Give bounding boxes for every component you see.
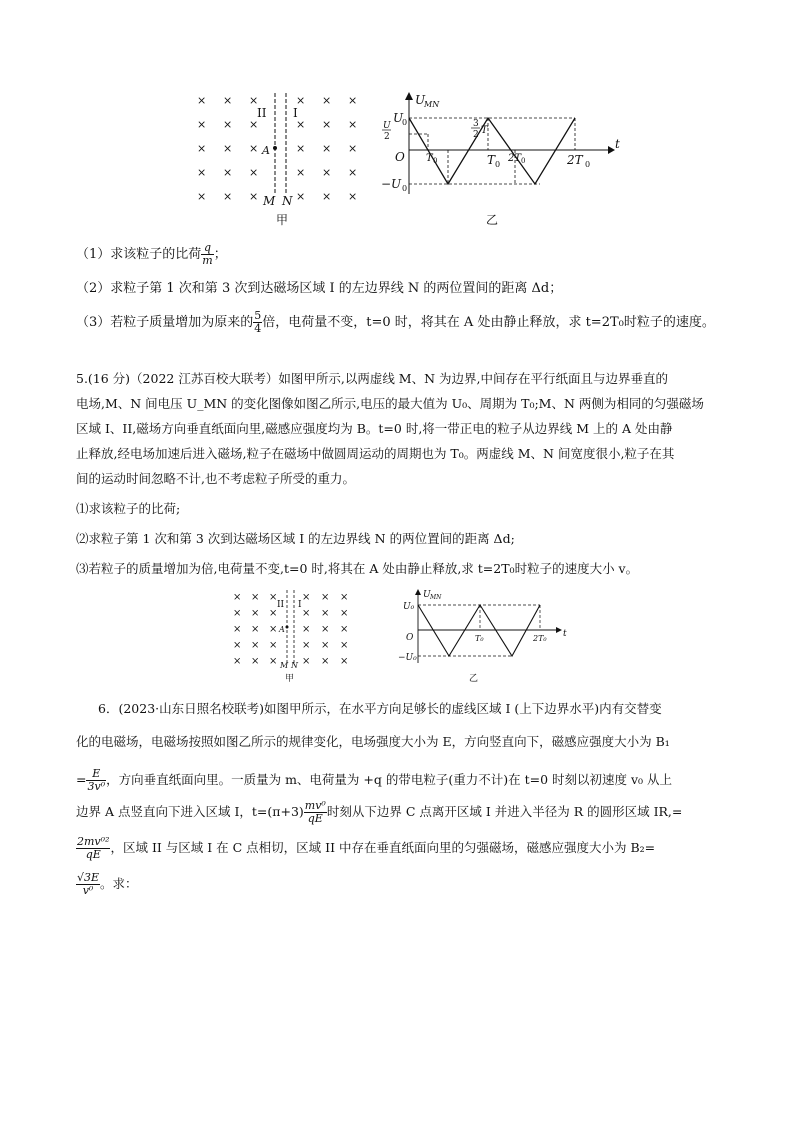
cross-mark: ×	[269, 624, 278, 635]
cross-mark: ×	[233, 640, 242, 651]
svg-text:0: 0	[402, 118, 408, 127]
q6-line3	[76, 768, 672, 793]
svg-text:U: U	[383, 121, 391, 131]
cross-mark: ×	[197, 190, 207, 203]
q4-part3	[76, 310, 715, 335]
svg-text:−U₀: −U₀	[398, 653, 417, 663]
cross-mark: ×	[296, 166, 306, 179]
svg-text:0: 0	[585, 160, 591, 169]
q4-part1-end: ；	[213, 247, 227, 262]
svg-text:U₀: U₀	[403, 602, 415, 612]
svg-text:2T: 2T	[508, 153, 522, 164]
mid-figure	[230, 585, 570, 685]
right-figure-caption: 乙	[469, 674, 479, 684]
cross-mark: ×	[302, 592, 311, 603]
svg-text:T: T	[426, 153, 433, 164]
cross-mark: ×	[223, 94, 233, 107]
region-II-label: II	[257, 106, 267, 120]
cross-mark: ×	[251, 608, 260, 619]
cross-mark: ×	[269, 656, 278, 667]
fraction-denominator: v⁰	[82, 884, 94, 897]
left-figure-caption: 甲	[285, 674, 295, 684]
fraction-numerator: q	[201, 242, 213, 255]
cross-mark: ×	[197, 166, 207, 179]
svg-text:T: T	[487, 153, 496, 167]
fraction-numerator: 5	[254, 309, 262, 322]
q5-line4: 止释放,经电场加速后进入磁场,粒子在磁场中做圆周运动的周期也为 T₀。两虚线 M、N 间宽度很小,粒子在其	[76, 446, 675, 461]
fraction-denominator: m	[202, 254, 213, 267]
svg-text:O: O	[406, 633, 414, 643]
cross-mark: ×	[197, 94, 207, 107]
point-A-label: A	[262, 144, 270, 157]
svg-text:T: T	[481, 125, 488, 136]
q6-line5-text: ，区域 II 与区域 I 在 C 点相切，区域 II 中存在垂直纸面向里的匀强磁场，磁感应强度大小为 B₂=	[110, 840, 656, 855]
region-I-label: I	[298, 600, 302, 610]
cross-mark: ×	[302, 624, 311, 635]
cross-mark: ×	[322, 166, 332, 179]
svg-text:0: 0	[521, 157, 526, 165]
point-A-label: A	[279, 625, 285, 634]
left-figure-caption: 甲	[276, 213, 289, 227]
svg-text:t: t	[615, 137, 620, 151]
cross-mark: ×	[348, 94, 358, 107]
q6-line5	[76, 836, 655, 861]
fraction-numerator: √3E	[77, 871, 100, 884]
q5-sub2: ⑵求粒子第 1 次和第 3 次到达磁场区域 I 的左边界线 N 的两位置间的距离 Δd;	[76, 531, 515, 546]
fraction-mv0-over-qE	[304, 800, 327, 825]
svg-text:MN: MN	[430, 594, 442, 601]
svg-text:MN: MN	[424, 100, 440, 109]
svg-text:2: 2	[473, 130, 479, 140]
cross-mark: ×	[340, 640, 349, 651]
fraction-denominator: qE	[85, 848, 101, 861]
cross-mark: ×	[233, 592, 242, 603]
q6-line4-text: 边界 A 点竖直向下进入区域 I，t=(π+3)	[76, 804, 304, 819]
magnetic-field-crosses-mid	[233, 592, 348, 667]
svg-text:0: 0	[495, 160, 501, 169]
svg-text:t: t	[563, 629, 567, 639]
q6-line4	[76, 800, 682, 825]
fraction-sqrt3E-over-v0	[76, 872, 100, 897]
cross-mark: ×	[322, 190, 332, 203]
cross-mark: ×	[223, 118, 233, 131]
q6-line2: 化的电磁场，电磁场按照如图乙所示的规律变化，电场强度大小为 E，方向竖直向下，磁感应强度大小为 B₁	[76, 734, 670, 749]
cross-mark: ×	[233, 656, 242, 667]
magnetic-field-crosses-top	[197, 94, 357, 203]
fraction-denominator: 3v⁰	[87, 780, 106, 793]
cross-mark: ×	[269, 608, 278, 619]
cross-mark: ×	[249, 190, 259, 203]
cross-mark: ×	[321, 656, 330, 667]
cross-mark: ×	[348, 166, 358, 179]
cross-mark: ×	[348, 118, 358, 131]
cross-mark: ×	[249, 94, 259, 107]
cross-mark: ×	[296, 94, 306, 107]
point-A	[286, 626, 289, 629]
q5-line2: 电场,M、N 间电压 U_MN 的变化图像如图乙所示,电压的最大值为 U₀、周期为 T₀;M、N 两侧为相同的匀强磁场	[76, 396, 704, 411]
fraction-5-over-4	[253, 310, 262, 335]
svg-text:2: 2	[384, 132, 390, 142]
cross-mark: ×	[340, 624, 349, 635]
label-M: M	[280, 661, 289, 670]
cross-mark: ×	[249, 142, 259, 155]
top-figure	[190, 88, 620, 236]
cross-mark: ×	[251, 640, 260, 651]
q4-part3-text: （3）若粒子质量增加为原来的	[76, 315, 254, 330]
q6-line6-text: 。求：	[100, 876, 138, 891]
q6-line1: 6．(2023·山东日照名校联考)如图甲所示，在水平方向足够长的虚线区域 I (上下边界水平)内有交替变	[98, 701, 662, 716]
q5-line1: 5.(16 分)（2022 江苏百校大联考）如图甲所示,以两虚线 M、N 为边界,中间存在平行纸面且与边界垂直的	[76, 371, 668, 386]
svg-text:0: 0	[402, 184, 408, 193]
svg-text:2T₀: 2T₀	[533, 634, 547, 643]
cross-mark: ×	[296, 190, 306, 203]
q5-line5: 间的运动时间忽略不计,也不考虑粒子所受的重力。	[76, 471, 355, 486]
q4-part1-text: （1）求该粒子的比荷	[76, 247, 202, 262]
cross-mark: ×	[296, 142, 306, 155]
svg-text:O: O	[395, 150, 405, 164]
cross-mark: ×	[269, 640, 278, 651]
svg-text:0: 0	[433, 157, 438, 165]
cross-mark: ×	[340, 608, 349, 619]
cross-mark: ×	[321, 608, 330, 619]
cross-mark: ×	[340, 592, 349, 603]
q6-line4-end: 时刻从下边界 C 点离开区域 I 并进入半径为 R 的圆形区域 IR,=	[326, 804, 683, 819]
voltage-graph-mid	[398, 589, 567, 663]
q5-line3: 区域 I、II,磁场方向垂直纸面向里,磁感应强度均为 B。t=0 时,将一带正电的粒子从边界线 M 上的 A 处由静	[76, 421, 673, 436]
cross-mark: ×	[249, 166, 259, 179]
equals-sign: =	[76, 772, 87, 787]
cross-mark: ×	[233, 608, 242, 619]
label-N: N	[282, 194, 293, 208]
label-N: N	[291, 661, 298, 670]
region-I-label: I	[293, 106, 298, 120]
fraction-2mv0sq-over-qE	[76, 836, 110, 861]
fraction-numerator: E	[86, 768, 106, 781]
cross-mark: ×	[223, 190, 233, 203]
q6-line6	[76, 872, 138, 897]
cross-mark: ×	[321, 592, 330, 603]
svg-text:−U: −U	[381, 177, 402, 191]
q5-sub3: ⑶若粒子的质量增加为倍,电荷量不变,t=0 时,将其在 A 处由静止释放,求 t=2T₀时粒子的速度大小 v。	[76, 561, 639, 576]
cross-mark: ×	[197, 118, 207, 131]
svg-text:U: U	[415, 93, 426, 107]
cross-mark: ×	[321, 624, 330, 635]
svg-text:T₀: T₀	[475, 634, 484, 643]
fraction-numerator: mv⁰	[304, 799, 326, 812]
cross-mark: ×	[322, 142, 332, 155]
cross-mark: ×	[251, 592, 260, 603]
cross-mark: ×	[321, 640, 330, 651]
q4-part1	[76, 242, 227, 267]
svg-text:U: U	[393, 111, 404, 125]
fraction-numerator: 2mv⁰²	[77, 835, 110, 848]
cross-mark: ×	[302, 640, 311, 651]
fraction-E-over-3v0	[86, 768, 106, 793]
region-II-label: II	[277, 600, 285, 610]
cross-mark: ×	[223, 166, 233, 179]
cross-mark: ×	[322, 118, 332, 131]
q5-sub1: ⑴求该粒子的比荷;	[76, 501, 181, 516]
svg-text:2T: 2T	[567, 153, 583, 167]
cross-mark: ×	[302, 656, 311, 667]
cross-mark: ×	[322, 94, 332, 107]
q4-part2: （2）求粒子第 1 次和第 3 次到达磁场区域 I 的左边界线 N 的两位置间的距离 Δd；	[76, 281, 563, 296]
svg-text:U: U	[423, 590, 431, 600]
cross-mark: ×	[269, 592, 278, 603]
cross-mark: ×	[296, 118, 306, 131]
fraction-q-over-m	[201, 242, 213, 267]
fraction-denominator: qE	[307, 812, 323, 825]
cross-mark: ×	[251, 656, 260, 667]
fraction-denominator: 4	[254, 322, 262, 335]
cross-mark: ×	[340, 656, 349, 667]
label-M: M	[263, 194, 276, 208]
cross-mark: ×	[348, 142, 358, 155]
q4-part3-end: 倍，电荷量不变，t=0 时，将其在 A 处由静止释放，求 t=2T₀时粒子的速度。	[262, 315, 715, 330]
cross-mark: ×	[223, 142, 233, 155]
right-figure-caption: 乙	[486, 213, 499, 227]
cross-mark: ×	[249, 118, 259, 131]
svg-text:3: 3	[473, 119, 479, 129]
cross-mark: ×	[302, 608, 311, 619]
q6-line3-text: ，方向垂直纸面向里。一质量为 m、电荷量为 +q 的带电粒子(重力不计)在 t=0 时刻以初速度 v₀ 从上	[106, 772, 673, 787]
voltage-graph-top	[381, 92, 620, 194]
cross-mark: ×	[233, 624, 242, 635]
cross-mark: ×	[197, 142, 207, 155]
cross-mark: ×	[348, 190, 358, 203]
point-A	[273, 146, 277, 150]
cross-mark: ×	[251, 624, 260, 635]
